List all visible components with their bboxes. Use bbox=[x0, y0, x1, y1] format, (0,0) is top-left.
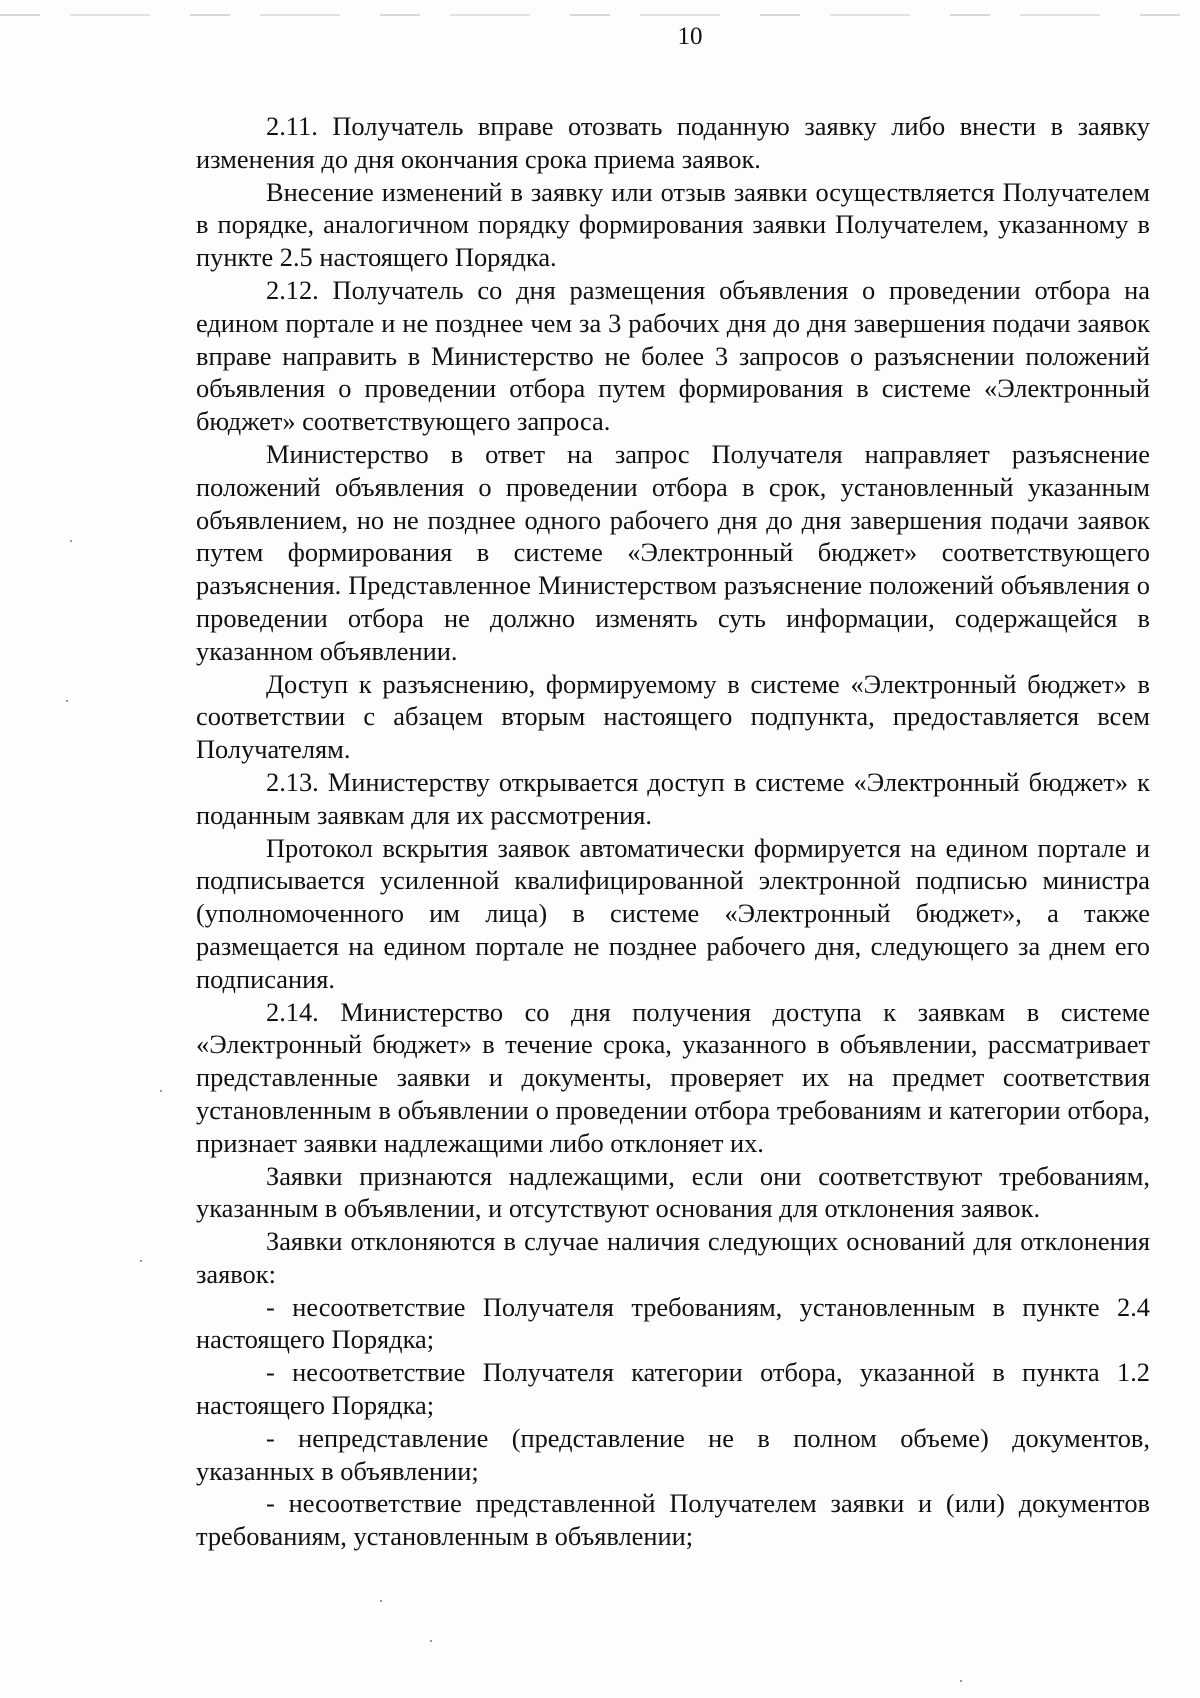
paragraph: Доступ к разъяснению, формируемому в системе «Электронный бюджет» в соответствии с абзацем вторым настоящего подпункта, предоставляется всем Получателям. bbox=[196, 668, 1150, 765]
list-item: - непредставление (представление не в полном объеме) документов, указанных в объявлении; bbox=[196, 1422, 1150, 1486]
scan-speck bbox=[430, 1640, 432, 1642]
scan-speck bbox=[70, 540, 72, 542]
scan-speck bbox=[960, 1680, 962, 1682]
scan-speck bbox=[380, 1600, 382, 1602]
paragraph: Заявки отклоняются в случае наличия следующих оснований для отклонения заявок: bbox=[196, 1226, 1150, 1289]
document-body bbox=[196, 110, 1150, 1553]
scan-speck bbox=[160, 1090, 162, 1092]
scan-speck bbox=[140, 1260, 142, 1262]
paragraph: 2.14. Министерство со дня получения доступа к заявкам в системе «Электронный бюджет» в течение срока, указанного в объявлении, рассматривает представленные заявки и документы, проверяет их на предмет соответствия установленным в объявлении о проведении отбора требованиям и категории отбора, признает заявки надлежащими либо отклоняет их. bbox=[196, 996, 1150, 1158]
page-number: 10 bbox=[677, 23, 703, 50]
paragraph: Заявки признаются надлежащими, если они соответствуют требованиям, указанным в объявлении, и отсутствуют основания для отклонения заявок. bbox=[196, 1160, 1150, 1224]
list-item: - несоответствие представленной Получателем заявки и (или) документов требованиям, установленным в объявлении; bbox=[196, 1488, 1150, 1552]
paragraph: Внесение изменений в заявку или отзыв заявки осуществляется Получателем в порядке, аналогичном порядку формирования заявки Получателем, указанному в пункте 2.5 настоящего Порядка. bbox=[196, 176, 1150, 273]
paragraph: 2.12. Получатель со дня размещения объявления о проведении отбора на едином портале и не позднее чем за 3 рабочих дня до дня завершения подачи заявок вправе направить в Министерство не более 3 запросов о разъяснении положений объявления о проведении отбора путем формирования в системе «Электронный бюджет» соответствующего запроса. bbox=[196, 274, 1150, 437]
paragraph: Министерство в ответ на запрос Получателя направляет разъяснение положений объявления о проведении отбора в срок, установленный указанным объявлением, но не позднее одного рабочего дня до дня завершения подачи заявок путем формирования в системе «Электронный бюджет» соответствующего разъяснения. Представленное Министерством разъяснение положений объявления о проведении отбора не должно изменять суть информации, содержащейся в указанном объявлении. bbox=[196, 438, 1150, 666]
paragraph: Протокол вскрытия заявок автоматически формируется на едином портале и подписывается усиленной квалифицированной электронной подписью министра (уполномоченного им лица) в системе «Электронный бюджет», а также размещается на едином портале не позднее рабочего дня, следующего за днем его подписания. bbox=[196, 832, 1150, 994]
scan-speck bbox=[66, 700, 68, 702]
paragraph: 2.13. Министерству открывается доступ в системе «Электронный бюджет» к поданным заявкам для их рассмотрения. bbox=[196, 766, 1150, 830]
list-item: - несоответствие Получателя категории отбора, указанной в пункта 1.2 настоящего Порядка; bbox=[196, 1357, 1150, 1421]
list-item: - несоответствие Получателя требованиям, установленным в пункте 2.4 настоящего Порядка; bbox=[196, 1291, 1150, 1355]
paragraph: 2.11. Получатель вправе отозвать поданную заявку либо внести в заявку изменения до дня окончания срока приема заявок. bbox=[196, 111, 1150, 174]
scan-top-edge bbox=[0, 14, 1200, 16]
